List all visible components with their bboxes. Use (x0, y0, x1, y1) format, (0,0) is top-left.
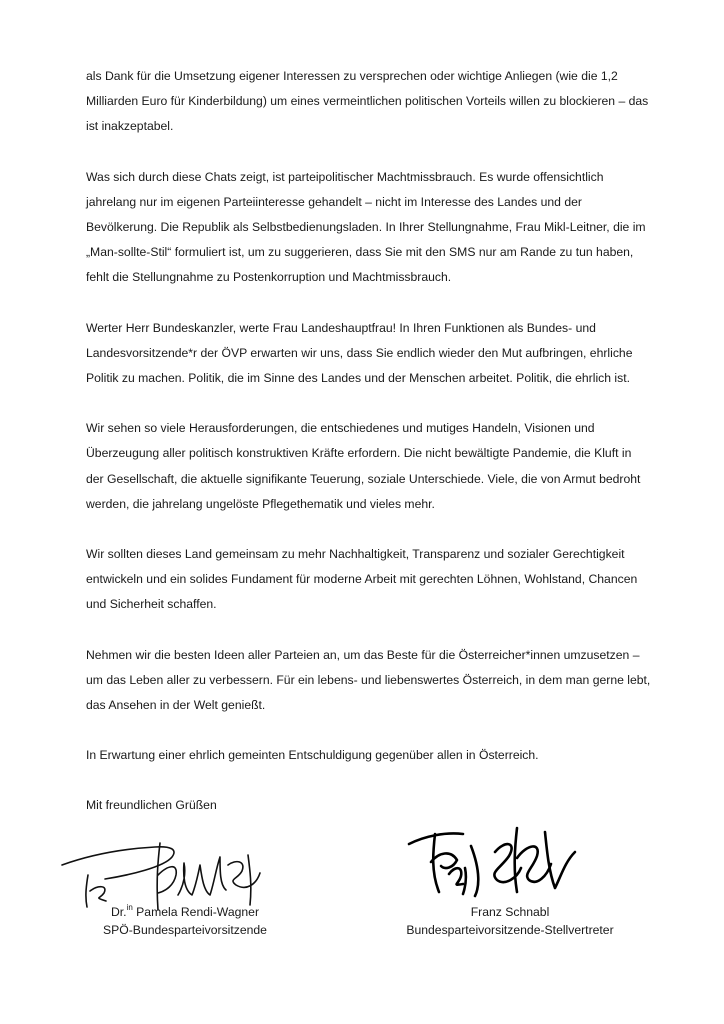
paragraph-5: Wir sollten dieses Land gemeinsam zu mehr Nachhaltigkeit, Transparenz und sozialer Gerechtigkeit entwickeln und ein solides Fundament für moderne Arbeit mit gerechten Löhnen, Wohlstand, Chancen und Sicherheit schaffen. (86, 547, 638, 612)
signatory-left-prefix (110, 902, 133, 919)
signature-right-image (405, 822, 580, 902)
signatory-right (380, 903, 640, 939)
paragraph-1: als Dank für die Umsetzung eigener Interessen zu versprechen oder wichtige Anliegen (wie die 1,2 Milliarden Euro für Kinderbildung) um eines vermeintlichen politischen Vorteils willen zu blockieren – das ist inakzeptabel. (86, 69, 649, 134)
paragraph-4: Wir sehen so viele Herausforderungen, die entschiedenes und mutiges Handeln, Visionen und Überzeugung aller politisch konstruktiven Kräfte erfordern. Die nicht bewältigte Pandemie, die Kluft in der Gesellschaft, die aktuelle signifikante Teuerung, soziale Unterschiede. Viele, die von Armut bedroht werden, die jahrelang ungelöste Pflegethematik und vieles mehr. (86, 421, 641, 511)
signatory-left-prefix-text: Dr. (110, 905, 127, 919)
signatory-left (60, 903, 310, 939)
signatory-left-title: SPÖ-Bundesparteivorsitzende (103, 923, 267, 937)
letter-body (86, 64, 652, 819)
signatory-left-fullname: Pamela Rendi-Wagner (136, 905, 260, 919)
signatory-right-title: Bundesparteivorsitzende-Stellvertreter (406, 923, 614, 937)
signatory-left-prefix-sup: in (126, 902, 133, 912)
paragraph-6: Nehmen wir die besten Ideen aller Parteien an, um das Beste für die Österreicher*innen umzusetzen – um das Leben aller zu verbessern. Für ein lebens- und liebenswertes Österreich, in dem man gerne lebt, das Ansehen in der Welt genießt. (86, 647, 651, 713)
paragraph-2: Was sich durch diese Chats zeigt, ist parteipolitischer Machtmissbrauch. Es wurde offensichtlich jahrelang nur im eigenen Parteiinteresse gehandelt – nicht im Interesse des Landes und der Bevölkerung. Die Republik als Selbstbedienungsladen. In Ihrer Stellungnahme, Frau Mikl-Leitner, die im „Man-sollte-Stil“ formuliert ist, um zu suggerieren, dass Sie mit den SMS nur am Rande zu tun haben, fehlt die Stellungnahme zu Postenkorruption und Machtmissbrauch. (86, 169, 646, 285)
paragraph-7: In Erwartung einer ehrlich gemeinten Entschuldigung gegenüber allen in Österreich. (86, 748, 539, 763)
signatory-left-name (60, 903, 310, 921)
signatory-right-name: Franz Schnabl (470, 905, 550, 919)
paragraph-3: Werter Herr Bundeskanzler, werte Frau Landeshauptfrau! In Ihren Funktionen als Bundes- und Landesvorsitzende*r der ÖVP erwarten wir uns, dass Sie endlich wieder den Mut aufbringen, ehrliche Politik zu machen. Politik, die im Sinne des Landes und der Menschen arbeitet. Politik, die ehrlich ist. (86, 320, 633, 386)
closing-salutation: Mit freundlichen Grüßen (86, 798, 217, 813)
